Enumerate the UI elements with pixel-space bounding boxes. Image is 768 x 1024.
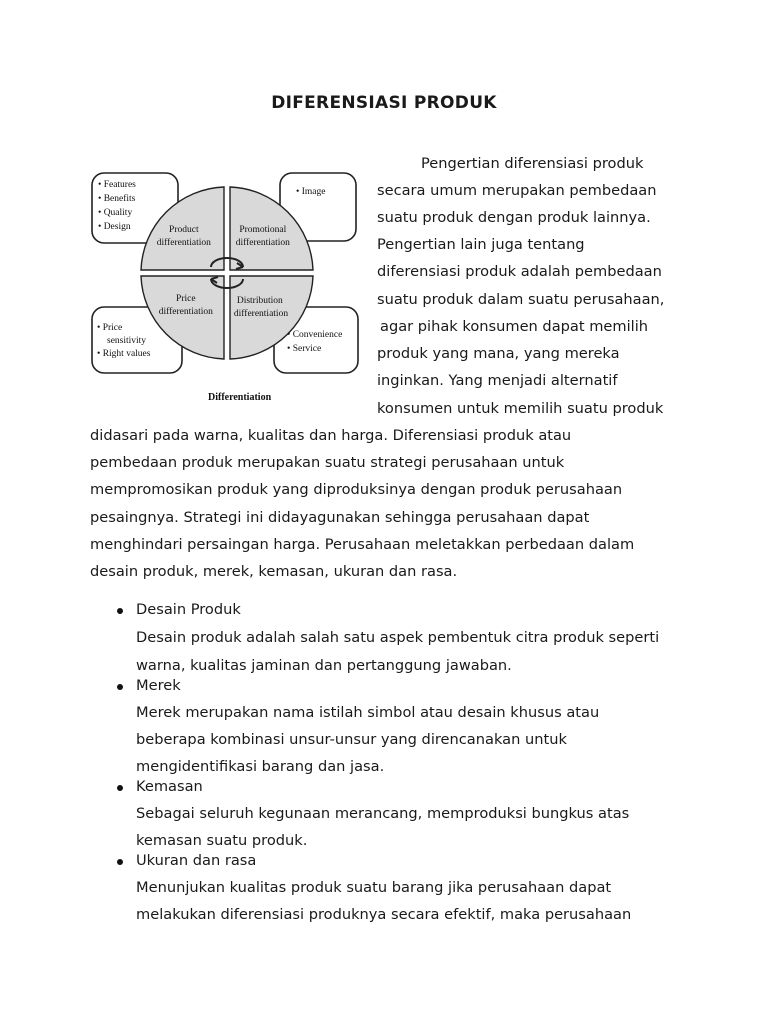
list-heading: Kemasan [136,778,203,795]
box-price-item: • Right values [97,349,151,359]
list-item-line: Desain produk adalah salah satu aspek pembentuk citra produk seperti [136,629,660,646]
quadrant-price-label-1: Price [176,294,196,304]
intro-line: konsumen untuk memilih suatu produk [377,400,664,417]
quadrant-product-label-1: Product [169,225,199,235]
list-heading: Desain Produk [136,601,241,618]
list-item-line: kemasan suatu produk. [136,832,308,849]
box-product-item: • Quality [98,208,133,218]
intro-line: suatu produk dengan produk lainnya. [377,209,651,226]
intro-line: menghindari persaingan harga. Perusahaan meletakkan perbedaan dalam [90,536,635,553]
list-heading: Merek [136,677,181,694]
page-title: DIFERENSIASI PRODUK [271,93,497,113]
differentiation-diagram-svg [90,165,370,410]
intro-line: desain produk, merek, kemasan, ukuran dan rasa. [90,563,458,580]
intro-line: Pengertian lain juga tentang [377,236,585,253]
box-distribution-item: • Convenience [287,330,343,340]
quadrant-distribution-label-2: differentiation [233,309,289,319]
bullet-icon [117,608,123,614]
box-product-item: • Design [98,222,131,232]
quadrant-product-label-2: differentiation [156,238,211,248]
list-item-line: Merek merupakan nama istilah simbol atau desain khusus atau [136,704,600,721]
list-item-line: beberapa kombinasi unsur-unsur yang direncanakan untuk [136,731,567,748]
intro-line: inginkan. Yang menjadi alternatif [377,372,618,389]
figure-caption: Differentiation [208,392,272,403]
quadrant-promotional-label-2: differentiation [235,238,290,248]
list-heading: Ukuran dan rasa [136,852,257,869]
intro-line: Pengertian diferensiasi produk [421,155,644,172]
box-price-item: sensitivity [107,336,147,346]
intro-line: didasari pada warna, kualitas dan harga. Diferensiasi produk atau [90,427,572,444]
list-item-line: warna, kualitas jaminan dan pertanggung jawaban. [136,657,512,674]
list-item-line: Menunjukan kualitas produk suatu barang jika perusahaan dapat [136,879,612,896]
intro-line: diferensiasi produk adalah pembedaan [377,263,662,280]
box-promotional-item: • Image [296,187,326,197]
bullet-icon [117,785,123,791]
intro-line: produk yang mana, yang mereka [377,345,620,362]
bullet-icon [117,684,123,690]
quadrant-promotional-label-1: Promotional [239,225,287,235]
intro-line: agar pihak konsumen dapat memilih [380,318,649,335]
list-item-line: melakukan diferensiasi produknya secara efektif, maka perusahaan [136,906,632,923]
box-price-item: • Price [97,323,123,333]
intro-line: suatu produk dalam suatu perusahaan, [377,291,665,308]
intro-line: secara umum merupakan pembedaan [377,182,657,199]
intro-line: pembedaan produk merupakan suatu strategi perusahaan untuk [90,454,565,471]
box-distribution-item: • Service [287,344,322,354]
bullet-icon [117,859,123,865]
list-item-line: Sebagai seluruh kegunaan merancang, memproduksi bungkus atas [136,805,630,822]
quadrant-price-label-2: differentiation [158,307,213,317]
intro-line: mempromosikan produk yang diproduksinya dengan produk perusahaan [90,481,623,498]
differentiation-diagram [90,165,370,410]
intro-line: pesaingnya. Strategi ini didayagunakan sehingga perusahaan dapat [90,509,590,526]
quadrant-distribution-label-1: Distribution [236,296,283,306]
box-product-item: • Features [98,180,136,190]
list-item-line: mengidentifikasi barang dan jasa. [136,758,385,775]
box-product-item: • Benefits [98,194,136,204]
